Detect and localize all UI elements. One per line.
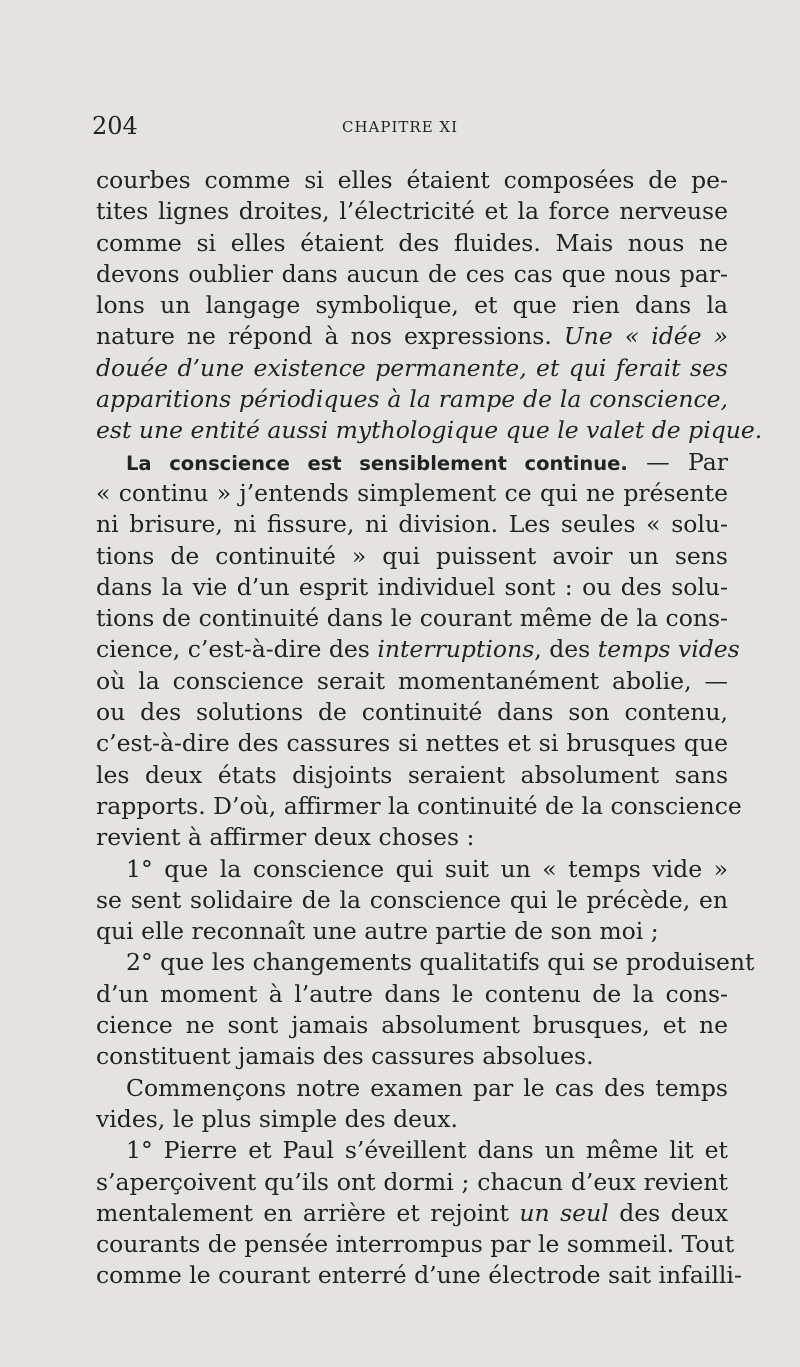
body-text — [96, 165, 763, 1292]
page-header — [92, 112, 727, 146]
text-line — [96, 321, 728, 352]
text-line: c’est-à-dire des cassures si nettes et si brusques que — [96, 729, 728, 758]
text-line: se sent solidaire de la conscience qui le précède, en — [96, 885, 728, 914]
text-line: 1° que la conscience qui suit un « temps vide » — [126, 854, 728, 883]
text-line: revient à affirmer deux choses : — [96, 823, 475, 852]
section-heading: La conscience est sensiblement continue. — [126, 451, 628, 475]
text-line: courbes comme si elles étaient composées de pe- — [96, 166, 728, 194]
text-line: courants de pensée interrompus par le sommeil. Tout — [96, 1230, 735, 1259]
text-line: rapports. D’où, affirmer la continuité de la conscience — [96, 791, 742, 820]
text-line: vides, le plus simple des deux. — [96, 1104, 458, 1133]
text-line — [96, 1198, 728, 1229]
text-line: qui elle reconnaît une autre partie de son moi ; — [96, 917, 659, 946]
text-line: tions de continuité » qui puissent avoir un sens — [96, 541, 728, 570]
text-line: les deux états disjoints seraient absolument sans — [96, 760, 728, 789]
text-line: comme si elles étaient des fluides. Mais nous ne — [96, 228, 728, 257]
text-line — [96, 634, 740, 665]
text-line: cience ne sont jamais absolument brusques, et ne — [96, 1011, 728, 1040]
text-line: ni brisure, ni fissure, ni division. Les seules « solu- — [96, 510, 728, 539]
text-line: Commençons notre examen par le cas des temps — [126, 1073, 728, 1102]
text-line: s’aperçoivent qu’ils ont dormi ; chacun d’eux revient — [96, 1167, 728, 1196]
text-line: 2° que les changements qualitatifs qui se produisent — [126, 948, 755, 977]
page-number: 204 — [92, 112, 138, 140]
text-line: où la conscience serait momentanément abolie, — — [96, 666, 728, 695]
italic-line: est une entité aussi mythologique que le valet de pique. — [96, 416, 763, 445]
italic-text: temps vides — [597, 635, 740, 664]
text-line: devons oublier dans aucun de ces cas que nous par- — [96, 259, 728, 288]
text-line: ou des solutions de continuité dans son contenu, — [96, 698, 728, 727]
text-run: mentalement en arrière et rejoint — [96, 1198, 509, 1227]
italic-line: apparitions périodiques à la rampe de la conscience, — [96, 385, 728, 414]
text-line: comme le courant enterré d’une électrode sait infailli- — [96, 1261, 742, 1290]
text-run: nature ne répond à nos expressions. — [96, 322, 552, 351]
text-line — [96, 447, 728, 478]
text-run: cience, c’est-à-dire des — [96, 635, 370, 664]
text-line: dans la vie d’un esprit individuel sont : ou des solu- — [96, 572, 728, 601]
text-line: constituent jamais des cassures absolues. — [96, 1042, 594, 1071]
text-line: tions de continuité dans le courant même de la cons- — [96, 604, 728, 633]
text-line: « continu » j’entends simplement ce qui ne présente — [96, 478, 728, 507]
text-line: tites lignes droites, l’électricité et la force nerveuse — [96, 197, 728, 226]
text-run: , des — [534, 635, 591, 664]
text-line: lons un langage symbolique, et que rien dans la — [96, 291, 728, 320]
italic-text: interruptions — [377, 635, 535, 664]
text-run: — Par — [646, 447, 728, 476]
running-head: CHAPITRE XI — [342, 118, 459, 136]
text-line: 1° Pierre et Paul s’éveillent dans un même lit et — [126, 1136, 728, 1165]
text-run: des deux — [619, 1198, 728, 1227]
italic-text: un seul — [519, 1198, 609, 1227]
text-line: d’un moment à l’autre dans le contenu de la cons- — [96, 979, 728, 1008]
italic-text: Une « idée » — [563, 322, 728, 351]
italic-line: douée d’une existence permanente, et qui ferait ses — [96, 353, 728, 382]
